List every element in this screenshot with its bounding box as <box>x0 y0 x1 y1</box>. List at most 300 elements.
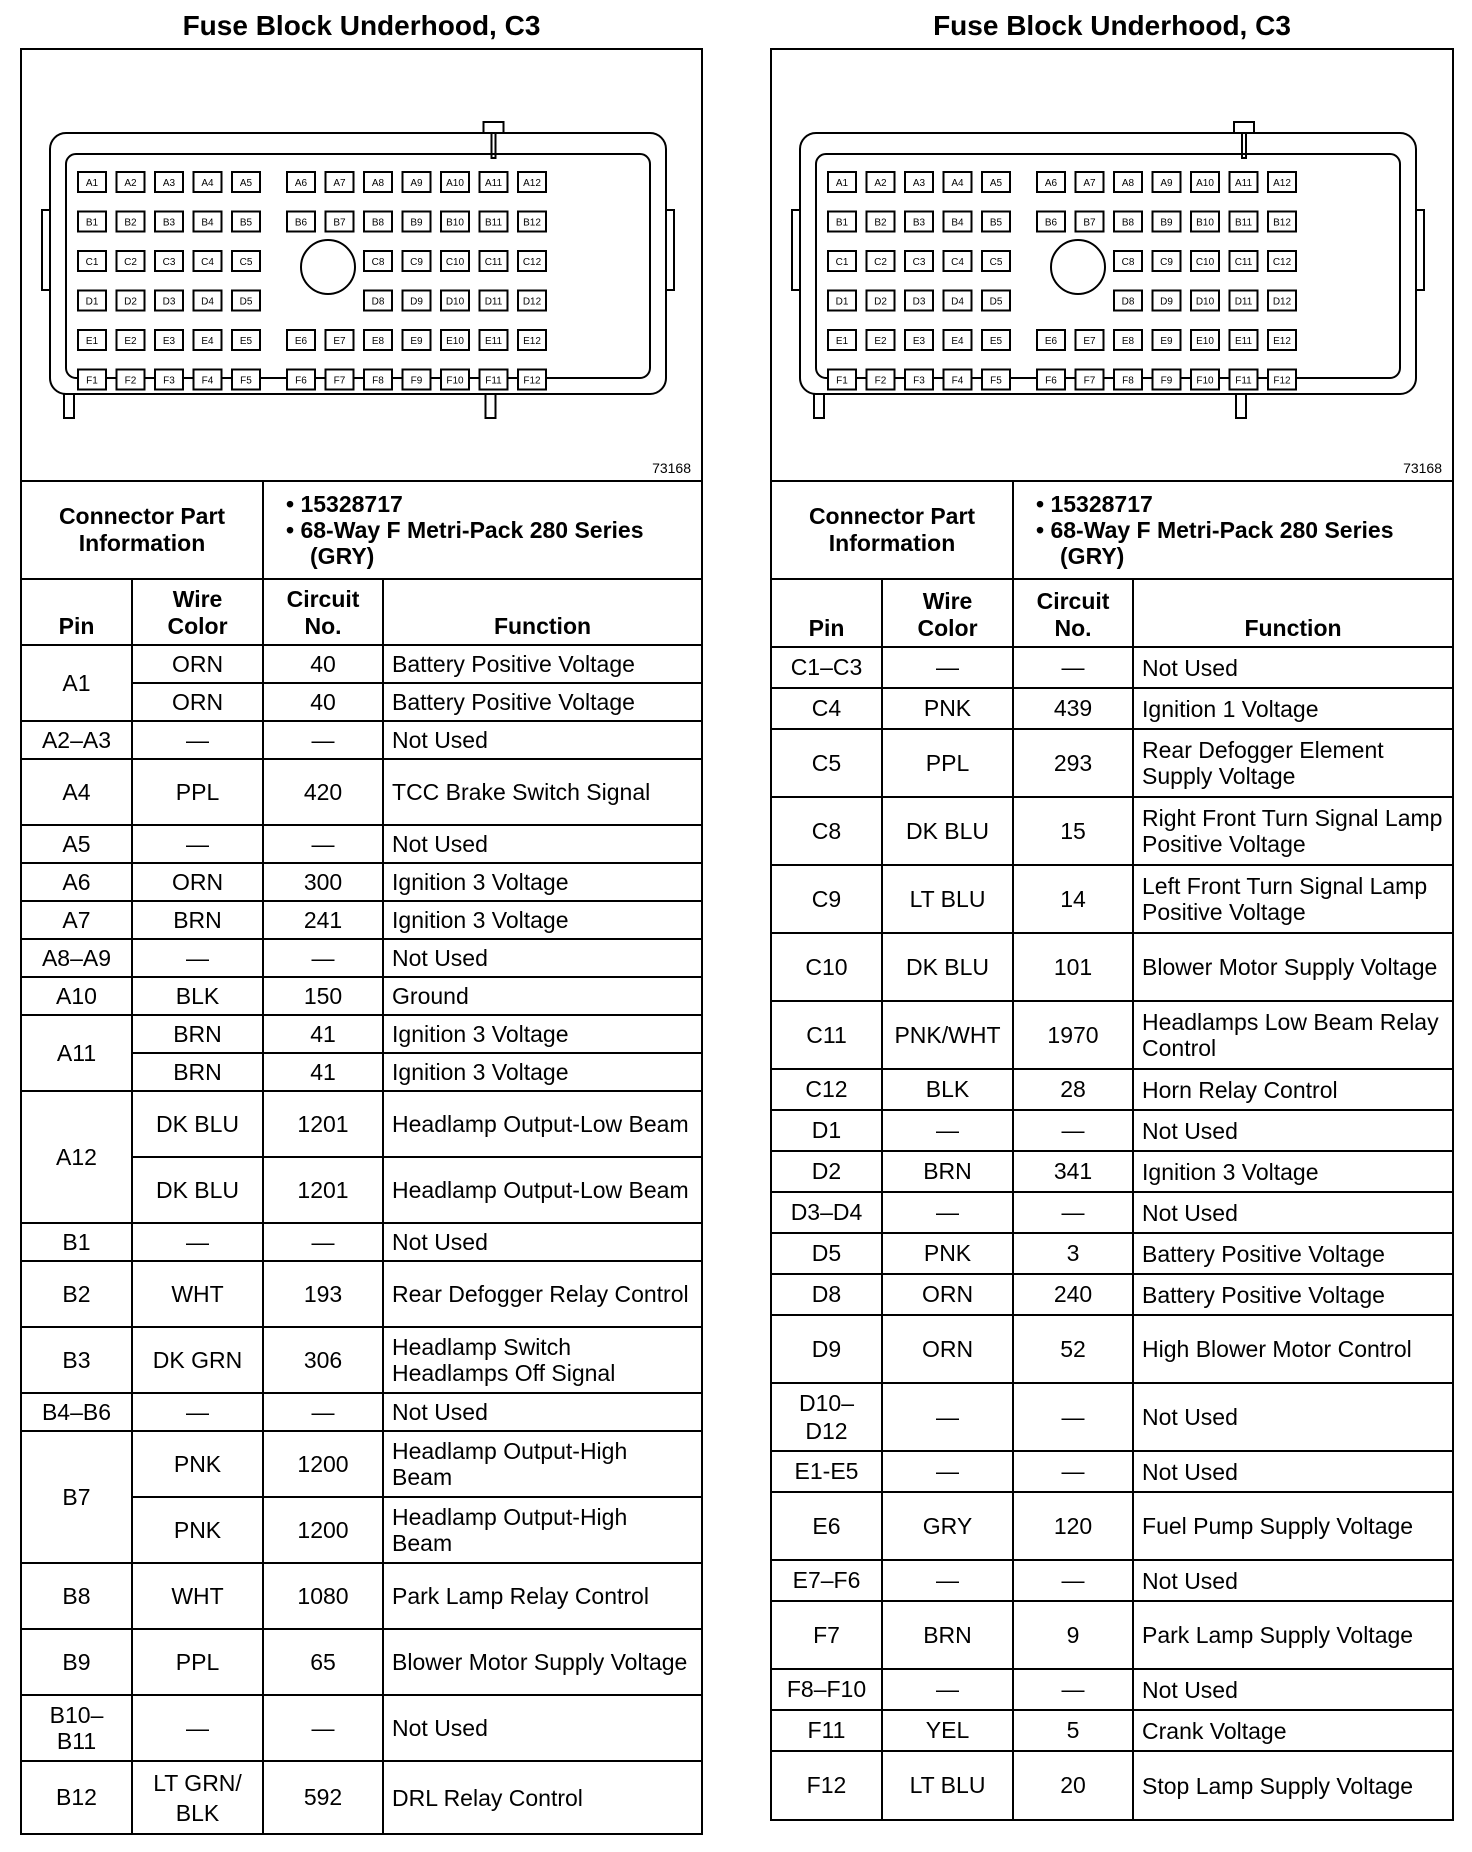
pin-cavity-B5 <box>232 212 260 232</box>
svg-text:B5: B5 <box>239 217 253 229</box>
circuit-cell: — <box>1013 647 1133 688</box>
svg-text:C5: C5 <box>239 257 253 268</box>
table-header-row <box>22 579 701 645</box>
function-cell: Headlamp Output-High Beam <box>383 1497 701 1563</box>
circuit-cell: — <box>1013 1669 1133 1710</box>
svg-text:D4: D4 <box>201 296 214 308</box>
svg-text:B11: B11 <box>1234 217 1253 229</box>
circuit-cell: 241 <box>263 901 383 939</box>
circuit-cell: 1201 <box>263 1091 383 1157</box>
pin-cavity-B9 <box>403 212 431 232</box>
svg-text:F5: F5 <box>240 375 252 387</box>
pin-cavity-F7 <box>1076 370 1104 390</box>
table-row <box>772 1601 1452 1669</box>
pin-cavity-C8 <box>1114 251 1142 271</box>
svg-text:D9: D9 <box>1160 296 1173 308</box>
wire-color-cell: — <box>132 721 263 759</box>
table-row <box>772 1710 1452 1751</box>
pin-cavity-F11 <box>480 370 508 390</box>
table-row <box>772 647 1452 688</box>
table-row <box>772 1001 1452 1069</box>
pin-cell: B2 <box>22 1261 132 1327</box>
pin-cell: D1 <box>772 1110 882 1151</box>
pin-cavity-B7 <box>1076 212 1104 232</box>
function-cell: Stop Lamp Supply Voltage <box>1133 1751 1452 1819</box>
wire-color-cell: PNK <box>132 1497 263 1563</box>
pin-cell: F12 <box>772 1751 882 1819</box>
svg-text:B2: B2 <box>874 217 887 229</box>
circuit-cell: 1201 <box>263 1157 383 1223</box>
table-row <box>772 1669 1452 1710</box>
svg-text:A8: A8 <box>1121 178 1135 189</box>
svg-text:F12: F12 <box>1273 375 1291 387</box>
svg-text:A1: A1 <box>835 178 849 189</box>
wire-color-cell: LT BLU <box>882 1751 1013 1819</box>
svg-text:C4: C4 <box>201 257 214 268</box>
svg-text:A11: A11 <box>484 178 503 189</box>
circuit-cell: 193 <box>263 1261 383 1327</box>
svg-text:B3: B3 <box>912 217 926 229</box>
table-row <box>772 1383 1452 1451</box>
pin-cavity-B7 <box>326 212 354 232</box>
pin-cavity-C10 <box>441 251 469 271</box>
circuit-cell: 28 <box>1013 1069 1133 1110</box>
table-row <box>772 1751 1452 1819</box>
pin-cavity-E1 <box>828 330 856 350</box>
pin-cavity-B4 <box>944 212 972 232</box>
wire-color-cell: PNK/WHT <box>882 1001 1013 1069</box>
pin-cavity-D4 <box>944 291 972 311</box>
circuit-cell: 120 <box>1013 1492 1133 1560</box>
right-panel <box>770 0 1454 1821</box>
svg-text:E4: E4 <box>951 336 964 347</box>
wire-color-cell: — <box>882 1669 1013 1710</box>
svg-text:A2: A2 <box>874 178 887 189</box>
pin-cell: B3 <box>22 1327 132 1393</box>
pin-cell: A8–A9 <box>22 939 132 977</box>
svg-text:B1: B1 <box>835 217 849 229</box>
pin-cavity-E10 <box>441 330 469 350</box>
figure-number: 73168 <box>1403 460 1442 476</box>
svg-text:A6: A6 <box>1044 178 1058 189</box>
circuit-cell: 65 <box>263 1629 383 1695</box>
svg-text:B10: B10 <box>1196 217 1214 229</box>
circuit-cell: — <box>263 825 383 863</box>
wire-color-cell: ORN <box>132 863 263 901</box>
pin-cavity-B8 <box>364 212 392 232</box>
wire-color-cell: — <box>132 939 263 977</box>
wire-color-cell: BRN <box>882 1601 1013 1669</box>
table-row <box>22 1629 701 1695</box>
svg-text:E9: E9 <box>1160 336 1173 347</box>
circuit-cell: 41 <box>263 1015 383 1053</box>
svg-text:C4: C4 <box>951 257 964 268</box>
pin-cell: B12 <box>22 1761 132 1833</box>
function-header: Function <box>1133 579 1452 647</box>
svg-text:C12: C12 <box>522 257 542 268</box>
svg-text:C5: C5 <box>989 257 1003 268</box>
svg-text:E1: E1 <box>85 336 99 347</box>
pin-cell: B9 <box>22 1629 132 1695</box>
function-cell: Ignition 3 Voltage <box>383 863 701 901</box>
connector-info-items <box>1013 482 1452 579</box>
svg-text:D5: D5 <box>989 296 1003 308</box>
wire-color-cell: — <box>882 1110 1013 1151</box>
function-cell: TCC Brake Switch Signal <box>383 759 701 825</box>
pin-cavity-C10 <box>1191 251 1219 271</box>
pin-cavity-F6 <box>1037 370 1065 390</box>
pin-cavity-F5 <box>232 370 260 390</box>
pin-cavity-F3 <box>905 370 933 390</box>
pin-cavity-E12 <box>1268 330 1296 350</box>
pin-cavity-A8 <box>364 172 392 192</box>
pin-cavity-D1 <box>78 291 106 311</box>
pin-cavity-D2 <box>117 291 145 311</box>
svg-text:C11: C11 <box>1234 257 1253 268</box>
pin-cavity-E11 <box>480 330 508 350</box>
pin-cavity-D12 <box>518 291 546 311</box>
svg-text:C8: C8 <box>371 257 385 268</box>
svg-text:A10: A10 <box>446 178 464 189</box>
pin-cavity-B2 <box>867 212 895 232</box>
pin-cell: B7 <box>22 1431 132 1563</box>
circuit-cell: 1080 <box>263 1563 383 1629</box>
pinout-table <box>772 482 1452 1819</box>
pin-cavity-F9 <box>1153 370 1181 390</box>
svg-text:E10: E10 <box>446 336 464 347</box>
figure-number: 73168 <box>652 460 691 476</box>
svg-text:A3: A3 <box>162 178 176 189</box>
circuit-cell: — <box>1013 1192 1133 1233</box>
svg-text:B9: B9 <box>1160 217 1173 229</box>
table-row <box>772 797 1452 865</box>
wire-color-cell: DK BLU <box>882 797 1013 865</box>
connector-info-row <box>22 482 701 579</box>
svg-text:D1: D1 <box>835 296 849 308</box>
svg-text:E3: E3 <box>912 336 926 347</box>
svg-text:B4: B4 <box>951 217 964 229</box>
svg-text:C10: C10 <box>445 257 465 268</box>
pin-cell: A6 <box>22 863 132 901</box>
circuit-cell: 341 <box>1013 1151 1133 1192</box>
connector-info-items <box>263 482 701 579</box>
pin-cell: F7 <box>772 1601 882 1669</box>
svg-text:D10: D10 <box>1195 296 1215 308</box>
wire-color-cell: DK BLU <box>132 1157 263 1223</box>
pin-cavity-D5 <box>982 291 1010 311</box>
pin-cavity-B9 <box>1153 212 1181 232</box>
svg-text:F12: F12 <box>523 375 541 387</box>
pin-cavity-A5 <box>982 172 1010 192</box>
function-cell: Right Front Turn Signal Lamp Positive Voltage <box>1133 797 1452 865</box>
svg-text:E1: E1 <box>835 336 849 347</box>
pin-cavity-E8 <box>364 330 392 350</box>
pin-cavity-F2 <box>867 370 895 390</box>
svg-text:C10: C10 <box>1195 257 1215 268</box>
pin-cavity-E1 <box>78 330 106 350</box>
circuit-cell: — <box>263 939 383 977</box>
table-row <box>772 933 1452 1001</box>
wire-color-cell: PPL <box>132 759 263 825</box>
svg-text:C9: C9 <box>410 257 423 268</box>
pin-cavity-E4 <box>944 330 972 350</box>
left-frame <box>20 48 703 1835</box>
svg-text:C9: C9 <box>1160 257 1173 268</box>
circuit-cell: 40 <box>263 645 383 683</box>
pin-cavity-F12 <box>518 370 546 390</box>
pin-cavity-E8 <box>1114 330 1142 350</box>
function-cell: Headlamp Output-Low Beam <box>383 1157 701 1223</box>
svg-text:A12: A12 <box>1273 178 1291 189</box>
pin-cell: D10– D12 <box>772 1383 882 1451</box>
function-cell: Ignition 3 Voltage <box>383 1053 701 1091</box>
circuit-cell: 15 <box>1013 797 1133 865</box>
circuit-cell: 3 <box>1013 1233 1133 1274</box>
svg-text:D8: D8 <box>1121 296 1135 308</box>
circuit-cell: — <box>263 1695 383 1761</box>
circuit-cell: 150 <box>263 977 383 1015</box>
pin-cavity-E12 <box>518 330 546 350</box>
pin-cavity-B2 <box>117 212 145 232</box>
svg-text:E2: E2 <box>124 336 137 347</box>
wire-color-cell: — <box>882 1451 1013 1492</box>
svg-text:A7: A7 <box>1083 178 1096 189</box>
svg-text:D11: D11 <box>484 296 503 308</box>
table-row <box>22 1761 701 1833</box>
pin-cavity-B11 <box>1230 212 1258 232</box>
svg-text:A10: A10 <box>1196 178 1214 189</box>
connector-info-label: Connector Part Information <box>22 482 263 579</box>
circuit-cell: 240 <box>1013 1274 1133 1315</box>
svg-text:D12: D12 <box>522 296 542 308</box>
pin-cavity-E11 <box>1230 330 1258 350</box>
svg-text:D10: D10 <box>445 296 465 308</box>
wire-color-cell: BRN <box>882 1151 1013 1192</box>
svg-text:B7: B7 <box>333 217 346 229</box>
table-row <box>22 721 701 759</box>
svg-text:F7: F7 <box>333 375 346 387</box>
svg-text:A4: A4 <box>951 178 964 189</box>
pin-cavity-A1 <box>78 172 106 192</box>
pin-cavity-D9 <box>403 291 431 311</box>
wire-color-cell: LT GRN/ BLK <box>132 1761 263 1833</box>
pin-cavity-F9 <box>403 370 431 390</box>
svg-text:B3: B3 <box>162 217 176 229</box>
table-row <box>22 825 701 863</box>
svg-text:E8: E8 <box>1121 336 1135 347</box>
pin-cavity-F8 <box>364 370 392 390</box>
wire-color-cell: PNK <box>882 1233 1013 1274</box>
pin-cavity-D2 <box>867 291 895 311</box>
table-row <box>772 1151 1452 1192</box>
pin-cavity-B3 <box>905 212 933 232</box>
function-cell: Ignition 3 Voltage <box>383 901 701 939</box>
svg-text:B7: B7 <box>1083 217 1096 229</box>
wire-color-cell: — <box>882 1192 1013 1233</box>
circuit-cell: 1200 <box>263 1431 383 1497</box>
pin-cavity-F5 <box>982 370 1010 390</box>
function-cell: Park Lamp Supply Voltage <box>1133 1601 1452 1669</box>
svg-text:A12: A12 <box>523 178 541 189</box>
function-cell: Park Lamp Relay Control <box>383 1563 701 1629</box>
pin-cell: C12 <box>772 1069 882 1110</box>
pin-cavity-C5 <box>232 251 260 271</box>
pin-cavity-A9 <box>1153 172 1181 192</box>
function-cell: Rear Defogger Element Supply Voltage <box>1133 729 1452 797</box>
pin-cavity-F4 <box>944 370 972 390</box>
pin-cavity-A2 <box>867 172 895 192</box>
circuit-cell: 101 <box>1013 933 1133 1001</box>
circuit-cell: 293 <box>1013 729 1133 797</box>
pin-cell: C5 <box>772 729 882 797</box>
pin-cell: F8–F10 <box>772 1669 882 1710</box>
pin-cavity-A5 <box>232 172 260 192</box>
circuit-cell: 592 <box>263 1761 383 1833</box>
circuit-cell: — <box>1013 1560 1133 1601</box>
pin-cavity-C4 <box>944 251 972 271</box>
pin-cavity-A4 <box>194 172 222 192</box>
table-row <box>772 1451 1452 1492</box>
pin-cavity-E6 <box>287 330 315 350</box>
table-row <box>22 863 701 901</box>
function-cell: Not Used <box>383 1223 701 1261</box>
function-cell: Battery Positive Voltage <box>1133 1233 1452 1274</box>
table-header-row <box>772 579 1452 647</box>
pin-cavity-D3 <box>155 291 183 311</box>
table-row <box>22 901 701 939</box>
function-cell: DRL Relay Control <box>383 1761 701 1833</box>
wire-color-cell: ORN <box>882 1274 1013 1315</box>
function-cell: Horn Relay Control <box>1133 1069 1452 1110</box>
panel-title: Fuse Block Underhood, C3 <box>182 10 541 41</box>
circuit-cell: — <box>1013 1383 1133 1451</box>
circuit-cell: 439 <box>1013 688 1133 729</box>
pin-cavity-D5 <box>232 291 260 311</box>
pin-cavity-C11 <box>1230 251 1258 271</box>
svg-text:E3: E3 <box>162 336 176 347</box>
pin-cell: A5 <box>22 825 132 863</box>
pin-cavity-E3 <box>905 330 933 350</box>
svg-text:C12: C12 <box>1272 257 1292 268</box>
svg-text:B8: B8 <box>371 217 385 229</box>
pin-cavity-B12 <box>518 212 546 232</box>
pin-cavity-A9 <box>403 172 431 192</box>
pin-cell: C1–C3 <box>772 647 882 688</box>
wire-color-header: Wire Color <box>132 579 263 645</box>
wire-color-cell: ORN <box>882 1315 1013 1383</box>
svg-text:B12: B12 <box>1273 217 1291 229</box>
pin-cavity-B6 <box>1037 212 1065 232</box>
table-row <box>772 729 1452 797</box>
connector-diagram <box>22 50 701 482</box>
pin-cavity-D11 <box>480 291 508 311</box>
wire-color-cell: DK GRN <box>132 1327 263 1393</box>
svg-text:F11: F11 <box>485 375 502 387</box>
pin-cell: D9 <box>772 1315 882 1383</box>
pin-cavity-C11 <box>480 251 508 271</box>
table-row <box>22 1695 701 1761</box>
table-row <box>22 1091 701 1157</box>
svg-text:B5: B5 <box>989 217 1003 229</box>
pin-cavity-E7 <box>326 330 354 350</box>
circuit-cell: 306 <box>263 1327 383 1393</box>
table-row <box>22 939 701 977</box>
svg-text:B9: B9 <box>410 217 423 229</box>
table-row <box>772 1069 1452 1110</box>
pin-cavity-C1 <box>828 251 856 271</box>
circuit-cell: 20 <box>1013 1751 1133 1819</box>
wire-color-cell: BRN <box>132 901 263 939</box>
function-cell: Rear Defogger Relay Control <box>383 1261 701 1327</box>
svg-text:B10: B10 <box>446 217 464 229</box>
wire-color-cell: PPL <box>882 729 1013 797</box>
pin-cavity-F6 <box>287 370 315 390</box>
table-row <box>22 759 701 825</box>
pin-cavity-A11 <box>480 172 508 192</box>
svg-text:F6: F6 <box>1045 375 1057 387</box>
table-row <box>22 645 701 683</box>
pin-cell: C11 <box>772 1001 882 1069</box>
pin-cavity-D10 <box>1191 291 1219 311</box>
svg-text:D9: D9 <box>410 296 423 308</box>
svg-text:B8: B8 <box>1121 217 1135 229</box>
circuit-header: Circuit No. <box>263 579 383 645</box>
pin-cavity-C3 <box>155 251 183 271</box>
svg-text:D3: D3 <box>162 296 176 308</box>
pin-cavity-D12 <box>1268 291 1296 311</box>
wire-color-cell: BRN <box>132 1015 263 1053</box>
pin-cavity-C2 <box>117 251 145 271</box>
pin-cavity-D8 <box>1114 291 1142 311</box>
pin-cavity-D10 <box>441 291 469 311</box>
pin-cavity-B10 <box>1191 212 1219 232</box>
svg-text:A2: A2 <box>124 178 137 189</box>
pin-cavity-D8 <box>364 291 392 311</box>
circuit-cell: — <box>263 1393 383 1431</box>
pin-cavity-F11 <box>1230 370 1258 390</box>
connector-info-row <box>772 482 1452 579</box>
svg-text:F2: F2 <box>874 375 887 387</box>
function-cell: Battery Positive Voltage <box>383 645 701 683</box>
pin-cell: C8 <box>772 797 882 865</box>
connector-description: • 68-Way F Metri-Pack 280 Series (GRY) <box>286 517 644 569</box>
pin-cavity-A11 <box>1230 172 1258 192</box>
pin-cavity-A4 <box>944 172 972 192</box>
pin-cell: B10– B11 <box>22 1695 132 1761</box>
pin-cavity-F8 <box>1114 370 1142 390</box>
function-cell: Not Used <box>1133 1110 1452 1151</box>
svg-text:F1: F1 <box>86 375 98 387</box>
table-row <box>772 865 1452 933</box>
svg-text:F4: F4 <box>201 375 214 387</box>
table-row <box>22 1563 701 1629</box>
pin-cell: A10 <box>22 977 132 1015</box>
wire-color-header: Wire Color <box>882 579 1013 647</box>
table-row <box>772 688 1452 729</box>
pin-cavity-B11 <box>480 212 508 232</box>
pin-cell: B1 <box>22 1223 132 1261</box>
function-cell: Headlamps Low Beam Relay Control <box>1133 1001 1452 1069</box>
svg-text:A4: A4 <box>201 178 214 189</box>
svg-text:A5: A5 <box>239 178 253 189</box>
pin-cavity-E9 <box>1153 330 1181 350</box>
circuit-cell: 300 <box>263 863 383 901</box>
pin-cavity-E3 <box>155 330 183 350</box>
pin-cavity-D3 <box>905 291 933 311</box>
function-cell: Ignition 1 Voltage <box>1133 688 1452 729</box>
table-row <box>22 1223 701 1261</box>
pin-cavity-E9 <box>403 330 431 350</box>
